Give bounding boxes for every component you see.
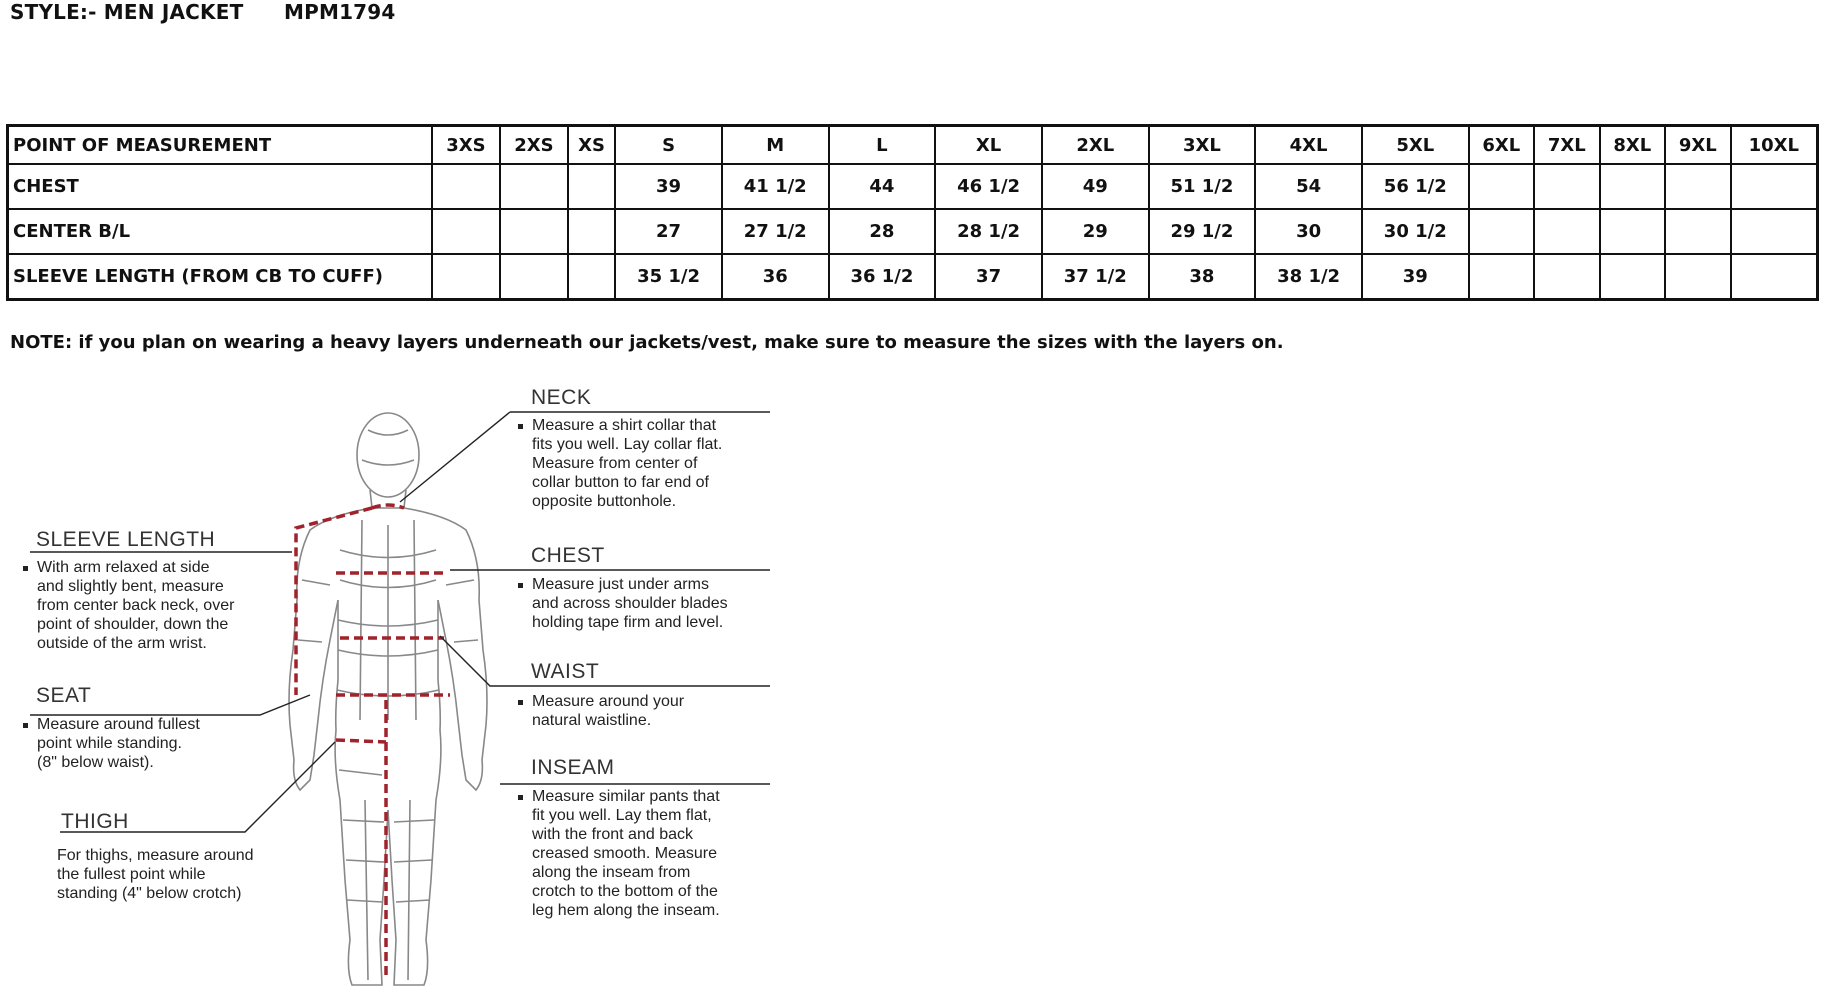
- column-header: POINT OF MEASUREMENT: [8, 126, 433, 165]
- table-cell: [432, 209, 500, 254]
- seat-title: SEAT: [36, 684, 92, 707]
- table-cell: [1534, 209, 1599, 254]
- table-cell: [1731, 164, 1818, 209]
- size-chart-table: [6, 124, 1819, 301]
- style-header: [10, 0, 396, 24]
- column-header: 4XL: [1255, 126, 1362, 165]
- table-cell: 30 1/2: [1362, 209, 1469, 254]
- chest-line: Measure just under arms: [532, 576, 709, 593]
- bullet-icon: [518, 424, 523, 429]
- table-cell: 27 1/2: [722, 209, 829, 254]
- table-cell: [568, 254, 615, 300]
- table-cell: 37 1/2: [1042, 254, 1149, 300]
- table-cell: [500, 209, 568, 254]
- bullet-icon: [518, 583, 523, 588]
- table-cell: 39: [1362, 254, 1469, 300]
- thigh-line: For thighs, measure around: [57, 847, 254, 864]
- seat-description: [37, 715, 200, 772]
- column-header: 2XL: [1042, 126, 1149, 165]
- waist-title: WAIST: [531, 660, 600, 683]
- column-header: 10XL: [1731, 126, 1818, 165]
- thigh-measure-line: [336, 740, 386, 742]
- inseam-line: fit you well. Lay them flat,: [532, 807, 712, 824]
- row-label: CENTER B/L: [8, 209, 433, 254]
- table-cell: 30: [1255, 209, 1362, 254]
- bullet-icon: [518, 700, 523, 705]
- table-cell: [1731, 254, 1818, 300]
- inseam-title: INSEAM: [531, 756, 615, 779]
- table-cell: 46 1/2: [935, 164, 1042, 209]
- column-header: M: [722, 126, 829, 165]
- table-cell: 29: [1042, 209, 1149, 254]
- table-cell: [432, 254, 500, 300]
- table-cell: [1600, 209, 1665, 254]
- inseam-line: with the front and back: [532, 826, 693, 843]
- sleeve-length-title: SLEEVE LENGTH: [36, 528, 216, 551]
- column-header: 3XS: [432, 126, 500, 165]
- table-cell: [1534, 254, 1599, 300]
- chest-line: holding tape firm and level.: [532, 614, 724, 631]
- table-cell: 56 1/2: [1362, 164, 1469, 209]
- table-cell: 54: [1255, 164, 1362, 209]
- seat-line: point while standing.: [37, 735, 182, 752]
- table-cell: [1600, 164, 1665, 209]
- table-cell: 36: [722, 254, 829, 300]
- bullet-icon: [23, 566, 28, 571]
- thigh-line: the fullest point while: [57, 866, 206, 883]
- table-cell: 51 1/2: [1149, 164, 1256, 209]
- column-header: XL: [935, 126, 1042, 165]
- table-cell: 35 1/2: [615, 254, 722, 300]
- sleeve-line: from center back neck, over: [37, 597, 235, 614]
- table-cell: 28: [829, 209, 936, 254]
- row-label: CHEST: [8, 164, 433, 209]
- inseam-line: leg hem along the inseam.: [532, 902, 720, 919]
- column-header: S: [615, 126, 722, 165]
- table-cell: [1665, 254, 1730, 300]
- seat-line: Measure around fullest: [37, 716, 200, 733]
- table-cell: 41 1/2: [722, 164, 829, 209]
- table-cell: 36 1/2: [829, 254, 936, 300]
- table-cell: [1665, 209, 1730, 254]
- inseam-line: crotch to the bottom of the: [532, 883, 718, 900]
- column-header: 6XL: [1469, 126, 1534, 165]
- table-cell: [500, 254, 568, 300]
- neck-line: fits you well. Lay collar flat.: [532, 436, 723, 453]
- table-cell: 38 1/2: [1255, 254, 1362, 300]
- chest-description: [532, 575, 728, 632]
- neck-line: collar button to far end of: [532, 474, 709, 491]
- column-header: 9XL: [1665, 126, 1730, 165]
- table-cell: [500, 164, 568, 209]
- sleeve-length-description: [37, 558, 234, 653]
- table-cell: 37: [935, 254, 1042, 300]
- column-header: 2XS: [500, 126, 568, 165]
- thigh-title: THIGH: [61, 810, 129, 833]
- inseam-line: Measure similar pants that: [532, 788, 720, 805]
- sleeve-line: outside of the arm wrist.: [37, 635, 207, 652]
- chest-title: CHEST: [531, 544, 605, 567]
- neck-line: Measure from center of: [532, 455, 698, 472]
- sleeve-line: With arm relaxed at side: [37, 559, 210, 576]
- table-cell: [1534, 164, 1599, 209]
- layering-note: NOTE: if you plan on wearing a heavy layers underneath our jackets/vest, make sure to measure the sizes with the layers on.: [10, 332, 1284, 353]
- neck-description: [532, 416, 722, 511]
- waist-line: natural waistline.: [532, 712, 652, 729]
- column-header: 5XL: [1362, 126, 1469, 165]
- inseam-line: along the inseam from: [532, 864, 691, 881]
- table-cell: 44: [829, 164, 936, 209]
- seat-line: (8" below waist).: [37, 754, 154, 771]
- neck-line: Measure a shirt collar that: [532, 417, 717, 434]
- column-header: 7XL: [1534, 126, 1599, 165]
- thigh-line: standing (4" below crotch): [57, 885, 242, 902]
- neck-line: opposite buttonhole.: [532, 493, 677, 510]
- inseam-description: [532, 787, 720, 920]
- measurement-guide: [0, 380, 790, 996]
- row-label: SLEEVE LENGTH (FROM CB TO CUFF): [8, 254, 433, 300]
- table-row: [8, 164, 1818, 209]
- thigh-description: [57, 846, 254, 903]
- human-figure-outline: [289, 413, 487, 985]
- table-cell: 38: [1149, 254, 1256, 300]
- waist-description: [532, 692, 684, 730]
- table-row: [8, 209, 1818, 254]
- style-label: STYLE:- MEN JACKET: [10, 0, 244, 24]
- table-cell: [1600, 254, 1665, 300]
- table-cell: [568, 209, 615, 254]
- inseam-line: creased smooth. Measure: [532, 845, 717, 862]
- table-cell: 28 1/2: [935, 209, 1042, 254]
- column-header: 8XL: [1600, 126, 1665, 165]
- chest-line: and across shoulder blades: [532, 595, 728, 612]
- table-cell: 27: [615, 209, 722, 254]
- table-cell: [432, 164, 500, 209]
- waist-line: Measure around your: [532, 693, 685, 710]
- table-cell: [1469, 254, 1534, 300]
- measurement-lines: [296, 505, 450, 980]
- table-cell: 29 1/2: [1149, 209, 1256, 254]
- neck-title: NECK: [531, 386, 592, 409]
- column-header: XS: [568, 126, 615, 165]
- column-header: L: [829, 126, 936, 165]
- table-cell: [1469, 164, 1534, 209]
- table-cell: 49: [1042, 164, 1149, 209]
- sleeve-line: point of shoulder, down the: [37, 616, 229, 633]
- column-header: 3XL: [1149, 126, 1256, 165]
- table-cell: [568, 164, 615, 209]
- bullet-icon: [518, 795, 523, 800]
- table-header-row: [8, 126, 1818, 165]
- table-row: [8, 254, 1818, 300]
- table-cell: [1731, 209, 1818, 254]
- sleeve-line: and slightly bent, measure: [37, 578, 224, 595]
- style-code: MPM1794: [284, 0, 396, 24]
- table-cell: 39: [615, 164, 722, 209]
- table-cell: [1665, 164, 1730, 209]
- table-cell: [1469, 209, 1534, 254]
- bullet-icon: [23, 723, 28, 728]
